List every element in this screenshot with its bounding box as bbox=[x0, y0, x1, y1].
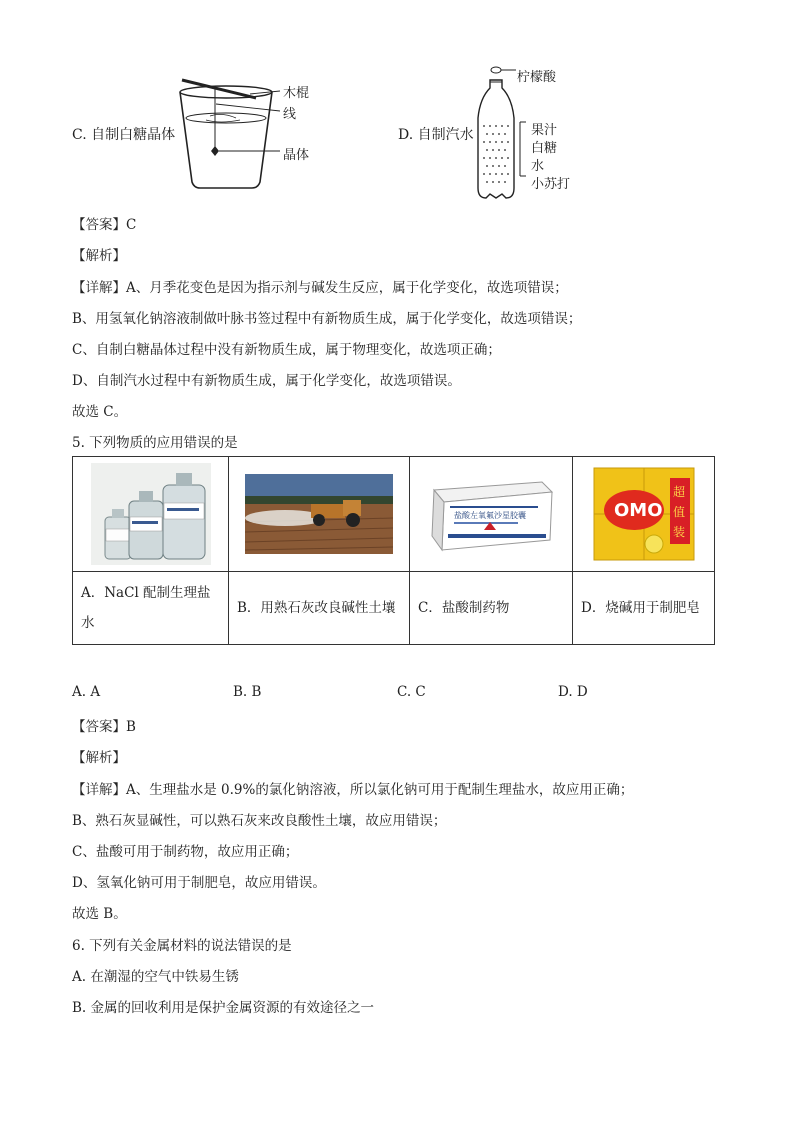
q5-cell-a: A．NaCl 配制生理盐水 bbox=[73, 572, 229, 645]
q5-conclusion: 故选 B。 bbox=[72, 906, 127, 922]
q6-option-a: A. 在潮湿的空气中铁易生锈 bbox=[72, 969, 239, 985]
q5-option-d: D. D bbox=[558, 684, 588, 700]
soap-brand: OMO bbox=[613, 500, 663, 521]
q4-analysis-line: C、自制白糖晶体过程中没有新物质生成，属于物理变化，故选项正确； bbox=[72, 342, 501, 358]
soap-tag-3: 装 bbox=[672, 525, 685, 539]
q5-option-c: C. C bbox=[397, 684, 426, 700]
q5-cell-d: D．烧碱用于制肥皂 bbox=[573, 572, 715, 645]
q6-option-b: B. 金属的回收利用是保护金属资源的有效途径之一 bbox=[72, 1000, 375, 1016]
rod-label: 木棍 bbox=[283, 86, 310, 101]
water-label: 水 bbox=[531, 159, 545, 174]
q4-conclusion: 故选 C。 bbox=[72, 404, 128, 420]
q5-option-b: B. B bbox=[233, 684, 262, 700]
soda-bottle-diagram bbox=[470, 64, 530, 204]
q4-analysis-title: 【解析】 bbox=[72, 248, 126, 264]
baking-soda-label: 小苏打 bbox=[531, 177, 571, 192]
soap-tag-1: 超 bbox=[672, 485, 685, 499]
q4-analysis-line: D、自制汽水过程中有新物质生成，属于化学变化，故选项错误。 bbox=[72, 373, 461, 389]
crystal-label: 晶体 bbox=[283, 148, 310, 163]
q5-cell-c: C．盐酸制药物 bbox=[410, 572, 573, 645]
q4-analysis-line: 【详解】A、月季花变色是因为指示剂与碱发生反应，属于化学变化，故选项错误； bbox=[72, 280, 568, 296]
figure-d-label: D. 自制汽水 bbox=[398, 127, 474, 143]
q5-analysis-line: D、氢氧化钠可用于制肥皂，故应用错误。 bbox=[72, 875, 326, 891]
q5-cell-b: B．用熟石灰改良碱性土壤 bbox=[229, 572, 410, 645]
figure-c-label: C. 自制白糖晶体 bbox=[72, 127, 176, 143]
q5-stem: 5. 下列物质的应用错误的是 bbox=[72, 435, 238, 451]
sugar-label: 白糖 bbox=[531, 141, 558, 156]
q5-analysis-line: 【详解】A、生理盐水是 0.9%的氯化钠溶液，所以氯化钠可用于配制生理盐水，故应用正确； bbox=[72, 782, 634, 798]
citric-acid-label: 柠檬酸 bbox=[517, 70, 557, 85]
soap-bars-image bbox=[573, 457, 715, 572]
juice-label: 果汁 bbox=[531, 123, 558, 138]
medicine-box-title: 盐酸左氧氟沙星胶囊 bbox=[454, 511, 526, 520]
q6-stem: 6. 下列有关金属材料的说法错误的是 bbox=[72, 938, 292, 954]
q5-analysis-line: C、盐酸可用于制药物，故应用正确； bbox=[72, 844, 299, 860]
soap-tag-2: 值 bbox=[672, 505, 685, 519]
q4-answer: 【答案】C bbox=[72, 217, 137, 233]
medicine-box-image bbox=[410, 457, 573, 572]
q4-analysis-line: B、用氢氧化钠溶液制做叶脉书签过程中有新物质生成，属于化学变化，故选项错误； bbox=[72, 311, 582, 327]
thread-label: 线 bbox=[283, 107, 297, 122]
q5-analysis-line: B、熟石灰显碱性，可以熟石灰来改良酸性土壤，故应用错误； bbox=[72, 813, 447, 829]
q5-answer: 【答案】B bbox=[72, 719, 136, 735]
tractor-field-image bbox=[229, 457, 410, 572]
q5-options-table bbox=[72, 456, 715, 645]
q5-option-a: A. A bbox=[72, 684, 101, 700]
q5-analysis-title: 【解析】 bbox=[72, 750, 126, 766]
saline-bottles-image bbox=[73, 457, 229, 572]
